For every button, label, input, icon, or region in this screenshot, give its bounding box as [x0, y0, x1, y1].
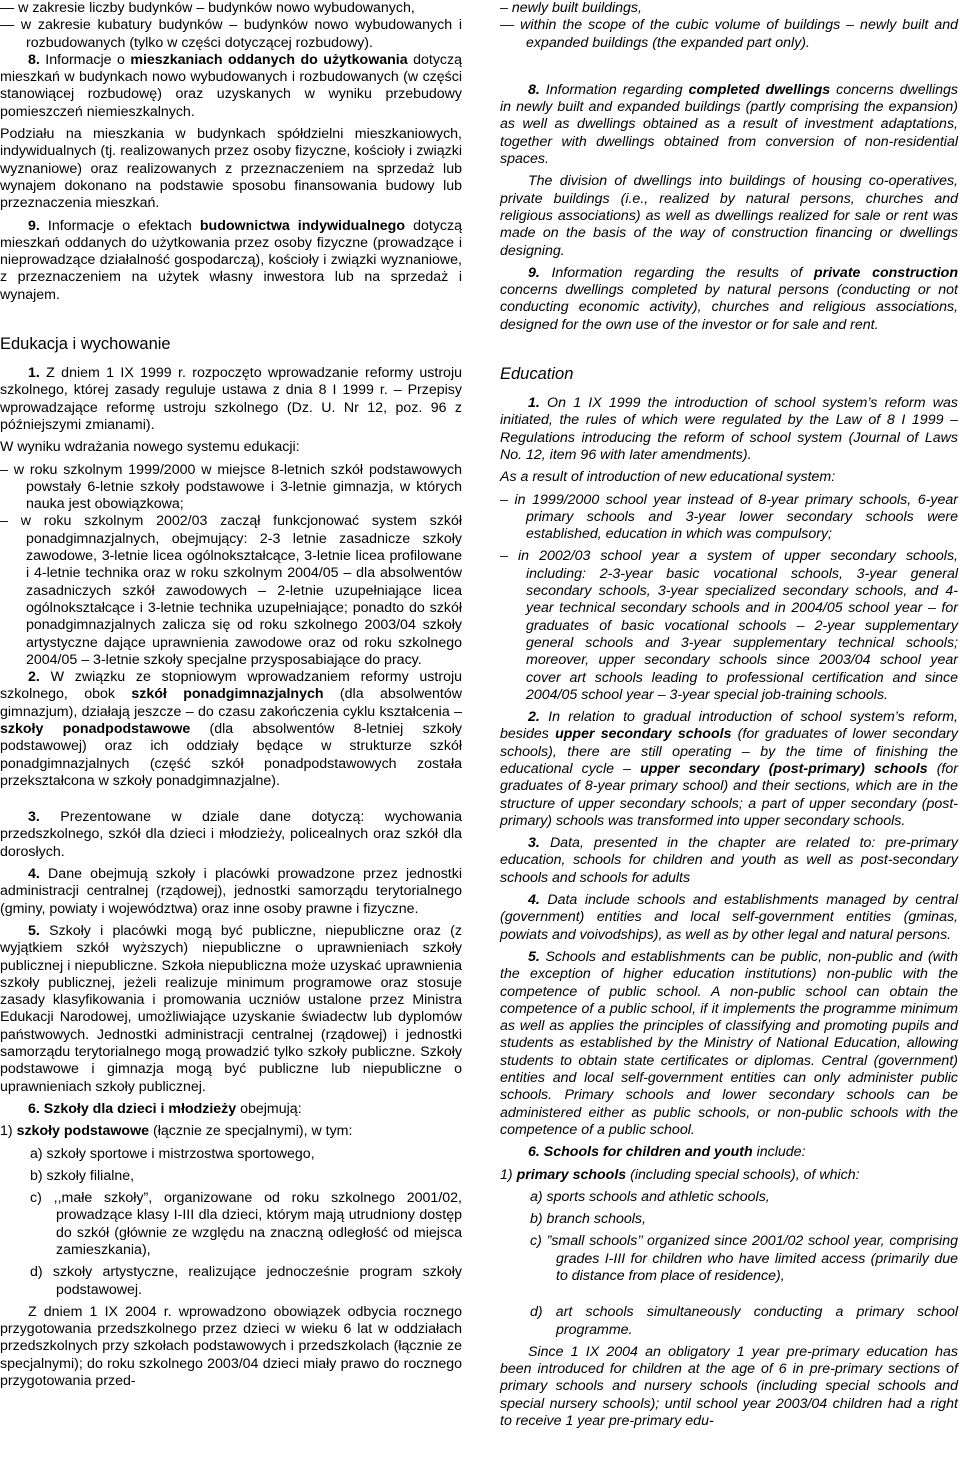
- en-p2-bold-1: upper secondary schools: [555, 726, 732, 743]
- pl-paragraph-8-division: Podziału na mieszkania w budynkach spółdzielni mieszkaniowych, indywidualnych (tj. realizowanych przez osoby fizyczne, kościoły i związki wyznaniowe) oraz realizowanych z przeznaczeniem na sprzedaż lub wynajem dokonano na podstawie sposobu finansowania budowy lub przeznaczenia mieszkań.: [0, 126, 462, 212]
- pl-p9-number: 9.: [28, 217, 40, 234]
- pl-p6-item-1: [0, 1123, 462, 1140]
- pl-p6-item-b: b) szkoły filialne,: [30, 1167, 135, 1184]
- pl-p1-lead: W wyniku wdrażania nowego systemu edukacji:: [0, 439, 300, 456]
- pl-p9-text-2: dotyczą mieszkań oddanych do użytkowania przez osoby fizyczne (prowadzące i nieprowadzące działalność gospodarczą), kościoły i związki wyznaniowe, z przeznaczeniem na użytek własny inwestora lub na sprzedaż i wynajem.: [0, 217, 462, 303]
- en-p6-item-1-number: 1): [500, 1166, 513, 1183]
- en-p6-item-d: d) art schools simultaneously conducting a primary school programme.: [530, 1304, 958, 1338]
- pl-p6-item-1-text: (łącznie ze specjalnymi), w tym:: [149, 1123, 353, 1140]
- en-p5-text: Schools and establishments can be public, non-public and (with the exception of higher education institutions) non-public with the competence of public school. A non-public school can obtain the competence of a public school, if it implements the programme minimum as well as applies the principles of classifying and promoting pupils and students as established by the Ministry of National Education, allowing students to obtain state certificates or diplomas. Central (government) entities and local self-government entities can only administer public schools. Primary schools and lower secondary schools can be administered either as public schools, or non-public schools with the competence of a public school.: [500, 948, 958, 1138]
- pl-paragraph-5: [0, 923, 462, 1096]
- en-paragraph-2: [500, 709, 958, 830]
- en-p6-text: include:: [752, 1144, 806, 1161]
- en-paragraph-8: [500, 82, 958, 168]
- en-p8-number: 8.: [528, 81, 540, 98]
- pl-p5-text: Szkoły i placówki mogą być publiczne, niepubliczne oraz (z wyjątkiem szkół wyższych) niepubliczne o uprawnieniach szkoły publicznej i niepubliczne. Szkoła niepubliczna może uzyskać uprawnienia szkoły publicznej, jeżeli realizuje minimum programowe oraz stosuje zasady klasyfikowania i promowania uczniów ustalone przez Ministra Edukacji Narodowej, umożliwiające uzyskanie świadectw lub dyplomów państwowych. Jednostki administracji centralnej (rządowej) i jednostki samorządu terytorialnego mogą prowadzić tylko szkoły publiczne. Szkoły podstawowe i gimnazja mogą być publiczne lub niepubliczne o uprawnieniach szkoły publicznej.: [0, 922, 462, 1095]
- pl-p6-item-d: d) szkoły artystyczne, realizujące jednocześnie program szkoły podstawowej.: [30, 1264, 462, 1298]
- pl-p2-text-1: W związku ze stopniowym wprowadzaniem reformy ustroju szkolnego, obok: [0, 669, 462, 703]
- en-top-dash-1: – newly built buildings,: [500, 0, 642, 16]
- pl-p1-text: Z dniem 1 IX 1999 r. rozpoczęto wprowadzanie reformy ustroju szkolnego, której zasady reguluje ustawa z dnia 8 I 1999 r. – Przepisy wprowadzające reformę ustroju szkolnego (Dz. U. Nr 12, poz. 96 z późniejszymi zmianami).: [0, 365, 462, 433]
- en-p2-number: 2.: [528, 709, 540, 726]
- pl-p3-text: Prezentowane w dziale dane dotyczą: wychowania przedszkolnego, szkół dla dzieci i młodzieży, policealnych oraz szkół dla dorosłych.: [0, 809, 462, 860]
- pl-p6-text: obejmują:: [236, 1100, 302, 1117]
- pl-p1-number: 1.: [28, 365, 40, 382]
- en-p6-closing: Since 1 IX 2004 an obligatory 1 year pre-primary education has been introduced for children at the age of 6 in pre-primary sections of primary schools and nursery schools (including special schools and special nursery schools); until school year 2003/04 children had a right to receive 1 year pre-primary edu-: [500, 1343, 958, 1430]
- pl-p4-number: 4.: [28, 866, 40, 883]
- pl-paragraph-3: [0, 809, 462, 861]
- pl-paragraph-4: [0, 866, 462, 918]
- pl-paragraph-1: [0, 365, 462, 434]
- en-paragraph-6: [500, 1144, 958, 1161]
- pl-section-title: Edukacja i wychowanie: [0, 335, 171, 354]
- en-p6-number: 6.: [528, 1144, 540, 1161]
- pl-p6-item-1-bold: szkoły podstawowe: [16, 1123, 150, 1140]
- pl-p8-text-2: dotyczą mieszkań w budynkach nowo wybudowanych i rozbudowanych (w części stanowiącej rozbudowę) oraz uzyskanych w wyniku przebudowy pomieszczeń niemieszkalnych.: [0, 51, 462, 120]
- en-paragraph-8-division: The division of dwellings into buildings of housing co-operatives, private buildings (i.e., realized by natural persons, churches and religious associations) as well as dwellings realized for sale or rent was made on the basis of the way of construction financing or dwellings designing.: [500, 173, 958, 259]
- pl-paragraph-6: [0, 1101, 462, 1118]
- pl-p4-text: Dane obejmują szkoły i placówki prowadzone przez jednostki administracji centralnej (rządowej), jednostki samorządu terytorialnego (gminy, powiaty i województwa) oraz inne osoby prawne i fizyczne.: [0, 866, 462, 917]
- pl-p2-bold-1: szkół ponadgimnazjalnych: [131, 686, 324, 703]
- pl-p5-number: 5.: [28, 922, 40, 939]
- en-paragraph-3: [500, 835, 958, 887]
- en-p1-text: On 1 IX 1999 the introduction of school system’s reform was initiated, the rules of which were regulated by the Law of 8 I 1999 – Regulations introducing the reform of school system (Journal of Laws No. 12, item 96 with later amendments).: [500, 395, 958, 463]
- pl-p3-number: 3.: [28, 809, 40, 826]
- en-p9-number: 9.: [528, 264, 540, 281]
- en-p1-dash-2: – in 2002/03 school year a system of upper secondary schools, including: 2-3-year basic vocational schools, 3-year general secondary schools, 3-year specialized secondary schools, and 4-year technical secondary schools and in 2004/05 school year – for graduates of basic vocational schools – 2-year supplementary general schools and 3-year supplementary technical schools; moreover, upper secondary schools since 2003/04 school year cover art schools leading to professional certification and since 2004/05 school year – 3-year special job-training schools.: [500, 548, 958, 703]
- en-p2-text-1: In relation to gradual introduction of school system’s reform, besides: [500, 709, 958, 743]
- pl-paragraph-8: [0, 52, 462, 121]
- pl-top-dash-2: — w zakresie kubatury budynków – budynków nowo wybudowanych i rozbudowanych (tylko w części dotyczącej rozbudowy).: [0, 17, 462, 51]
- en-p3-text: Data, presented in the chapter are related to: pre-primary education, schools for children and youth as well as post-secondary schools and schools for adults: [500, 835, 958, 886]
- english-column: [500, 0, 958, 1430]
- en-p8-text-1: Information regarding: [539, 81, 689, 98]
- pl-top-dash-1: — w zakresie liczby budynków – budynków nowo wybudowanych,: [0, 0, 415, 16]
- en-p9-text-2: concerns dwellings completed by natural persons (conducting or not conducting economic activity), churches and religious associations, designed for the own use of the investor or for sale and rent.: [500, 282, 958, 333]
- en-p6-item-1-bold: primary schools: [516, 1166, 627, 1183]
- en-p3-number: 3.: [528, 835, 540, 852]
- en-p1-lead: As a result of introduction of new educational system:: [500, 469, 836, 486]
- pl-paragraph-9: [0, 218, 462, 304]
- en-paragraph-9: [500, 265, 958, 334]
- pl-p9-bold: budownictwa indywidualnego: [199, 217, 406, 234]
- en-p2-text-2: (for graduates of lower secondary schools), there are still operating – by the time of finishing the educational cycle –: [500, 726, 958, 777]
- en-p2-text-3: (for graduates of 8-year primary school) and their sections, which are in the structure of upper secondary schools; a part of upper secondary (post-primary) schools was transformed into upper secondary schools.: [500, 760, 958, 829]
- pl-p8-bold: mieszkaniach oddanych do użytkowania: [130, 51, 408, 68]
- en-p6-bold: Schools for children and youth: [539, 1144, 753, 1161]
- pl-p9-text-1: Informacje o efektach: [39, 217, 200, 234]
- pl-p8-number: 8.: [28, 51, 40, 68]
- en-p4-number: 4.: [528, 892, 540, 909]
- en-top-dash-2: — within the scope of the cubic volume of buildings – newly built and expanded buildings (the expanded part only).: [500, 17, 958, 51]
- en-paragraph-4: [500, 892, 958, 944]
- pl-paragraph-2: [0, 669, 462, 790]
- pl-p6-item-1-number: 1): [0, 1123, 13, 1140]
- en-p6-item-a: a) sports schools and athletic schools,: [530, 1188, 770, 1205]
- polish-column: [0, 0, 462, 1390]
- pl-p2-bold-2: szkoły ponadpodstawowe: [0, 720, 191, 737]
- en-p9-text-1: Information regarding the results of: [539, 264, 814, 281]
- pl-p1-dash-2: – w roku szkolnym 2002/03 zaczął funkcjonować system szkół ponadgimnazjalnych, obejmujący: 2-3 letnie zasadnicze szkoły zawodowe, 3-letnie licea ogólnokształcące, 3-letnie licea profilowane i 4-letnie technika oraz w roku szkolnym 2004/05 – dla absolwentów zasadniczych szkół zawodowych – 2-letnie uzupełniające licea ogólnokształcące i 3-letnie technika uzupełniające; ponadto do szkół ponadgimnazjalnych zalicza się od roku szkolnego 2003/04 szkoły artystyczne dające uprawnienia zawodowe oraz od roku szkolnego 2004/05 – 3-letnie szkoły specjalne przysposabiające do pracy.: [0, 513, 462, 668]
- pl-p6-number: 6.: [28, 1100, 40, 1117]
- en-p1-dash-1: – in 1999/2000 school year instead of 8-year primary schools, 6-year primary schools and 3-year lower secondary schools were established, education in which was compulsory;: [500, 491, 958, 543]
- pl-p6-item-a: a) szkoły sportowe i mistrzostwa sportowego,: [30, 1145, 315, 1162]
- pl-p2-text-2: (dla absolwentów gimnazjum), działają jeszcze – do czasu zakończenia cyklu kształcenia –: [0, 686, 462, 720]
- en-paragraph-1: [500, 395, 958, 464]
- en-p5-number: 5.: [528, 948, 540, 965]
- en-p2-bold-2: upper secondary (post-primary) schools: [640, 760, 928, 777]
- pl-p2-text-3: (dla absolwentów 8-letniej szkoły podstawowej) oraz ich oddziały będące w strukturze szkół ponadgimnazjalnych (część szkół ponadpodstawowych została przekształcona w szkoły ponadgimnazjalne).: [0, 720, 462, 789]
- en-p8-bold: completed dwellings: [688, 81, 831, 98]
- en-paragraph-5: [500, 949, 958, 1139]
- pl-p6-item-c: c) ,,małe szkoły”, organizowane od roku szkolnego 2001/02, prowadzące klasy I-III dla dzieci, którym mają utrudniony dostęp do szkół (głównie ze względu na znaczną odległość od miejsca zamieszkania),: [30, 1190, 462, 1258]
- en-p8-text-2: concerns dwellings in newly built and expanded buildings (partly comprising the expansion) as well as dwellings obtained as a result of investment adaptations, together with dwellings obtained from conversion of non-residential spaces.: [500, 81, 958, 168]
- en-p1-number: 1.: [528, 395, 540, 412]
- en-p6-item-1: [500, 1167, 958, 1184]
- pl-p6-bold: Szkoły dla dzieci i młodzieży: [39, 1100, 237, 1117]
- en-p6-item-b: b) branch schools,: [530, 1211, 646, 1228]
- pl-p6-closing: Z dniem 1 IX 2004 r. wprowadzono obowiązek odbycia rocznego przygotowania przedszkolnego przez dzieci w wieku 6 lat w oddziałach przedszkolnych przy szkołach podstawowych i przedszkolach (łącznie ze specjalnymi); do roku szkolnego 2003/04 dzieci miały prawo do rocznego przygotowania przed-: [0, 1303, 462, 1390]
- pl-p2-number: 2.: [28, 669, 40, 686]
- pl-p8-text-1: Informacje o: [39, 51, 131, 68]
- pl-p1-dash-1: – w roku szkolnym 1999/2000 w miejsce 8-letnich szkół podstawowych powstały 6-letnie szkoły podstawowe i 3-letnie gimnazja, w których nauka jest obowiązkowa;: [0, 461, 462, 513]
- en-p6-item-c: c) ”small schools’’ organized since 2001/02 school year, comprising grades I-III for children who have limited access (primarily due to distance from place of residence),: [530, 1233, 958, 1284]
- en-section-title: Education: [500, 365, 574, 384]
- en-p4-text: Data include schools and establishments managed by central (government) entities and local self-government entities (gminas, powiats and voivodships), as well as by other legal and natural persons.: [500, 892, 958, 943]
- en-p9-bold: private construction: [813, 264, 958, 281]
- en-p6-item-1-text: (including special schools), of which:: [626, 1166, 860, 1183]
